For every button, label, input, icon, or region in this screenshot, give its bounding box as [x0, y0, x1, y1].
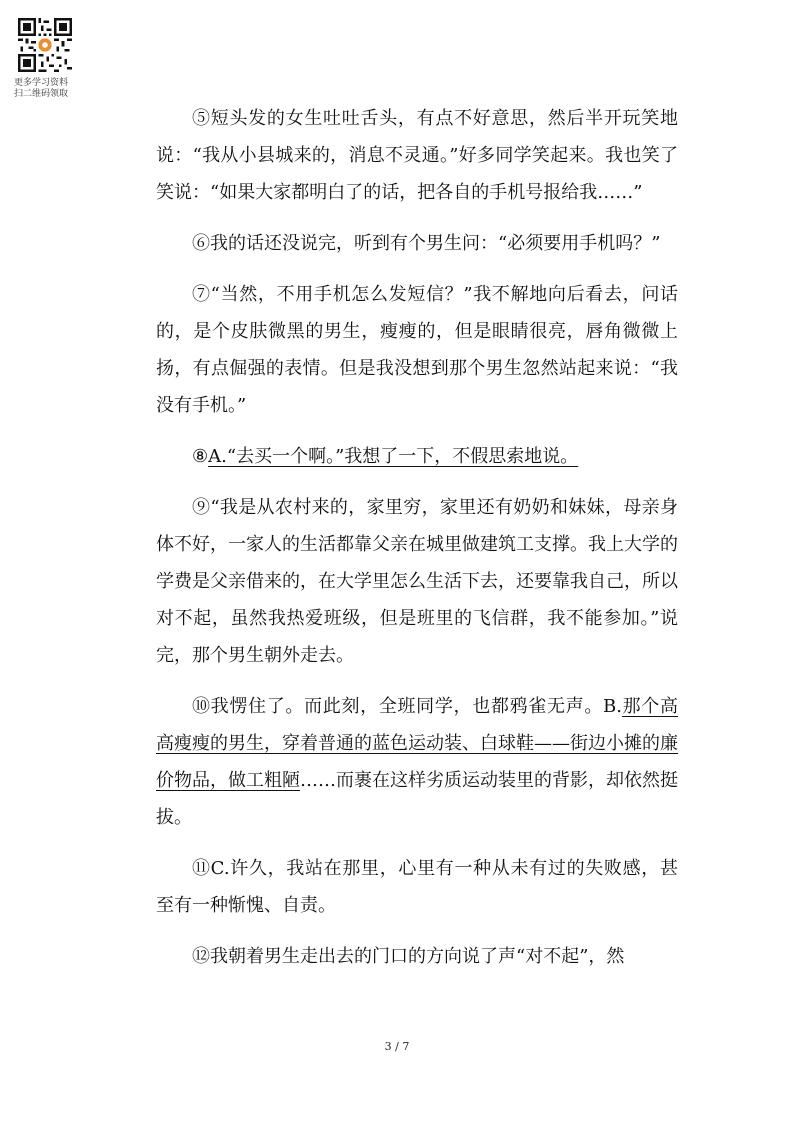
paragraph-8-number: ⑧ [192, 446, 209, 467]
paragraph-11: ⑪C.许久，我站在那里，心里有一种从未有过的失败感，甚至有一种惭愧、自责。 [156, 858, 678, 916]
paragraph-8 [156, 438, 678, 475]
paragraph-6: ⑥我的话还没说完，听到有个男生问：“必须要用手机吗？” [192, 233, 661, 254]
paragraph-10-tail: ……而裹在这样劣质运动装里的背影，却依然挺拔。 [156, 770, 678, 828]
paragraph-5: ⑤短头发的女生吐吐舌头，有点不好意思，然后半开玩笑地说：“我从小县城来的，消息不灵通。”好多同学笑起来。我也笑了笑说：“如果大家都明白了的话，把各自的手机号报给我……” [156, 108, 678, 203]
paragraph-10 [156, 688, 678, 836]
paragraph-12: ⑫我朝着男生走出去的门口的方向说了声“对不起”，然 [192, 946, 625, 967]
qr-caption-line-2: 扫二维码领取 [14, 89, 69, 99]
paragraph-7: ⑦“当然，不用手机怎么发短信？”我不解地向后看去，问话的，是个皮肤微黑的男生，瘦瘦的，但是眼睛很亮，唇角微微上扬，有点倔强的表情。但是我没想到那个男生忽然站起来说：“我没有手机。” [156, 284, 678, 416]
marked-sentence-b: 那个高高瘦瘦的男生，穿着普通的蓝色运动装、白球鞋——街边小摊的廉价物品，做工粗陋 [156, 696, 678, 791]
qr-code [18, 18, 72, 72]
qr-caption [14, 78, 84, 100]
passage-body [156, 100, 678, 989]
page-number: 3 / 7 [384, 1040, 410, 1053]
paragraph-10-lead: ⑩我愣住了。而此刻，全班同学，也都鸦雀无声。B. [192, 696, 622, 717]
marked-sentence-a: A.“去买一个啊。”我想了一下，不假思索地说。 [208, 446, 579, 467]
paragraph-9: ⑨“我是从农村来的，家里穷，家里还有奶奶和妹妹，母亲身体不好，一家人的生活都靠父亲在城里做建筑工支撑。我上大学的学费是父亲借来的，在大学里怎么生活下去，还要靠我自己，所以对不起，虽然我热爱班级，但是班里的飞信群，我不能参加。”说完，那个男生朝外走去。 [156, 497, 678, 666]
qr-caption-line-1: 更多学习资料 [14, 78, 69, 88]
